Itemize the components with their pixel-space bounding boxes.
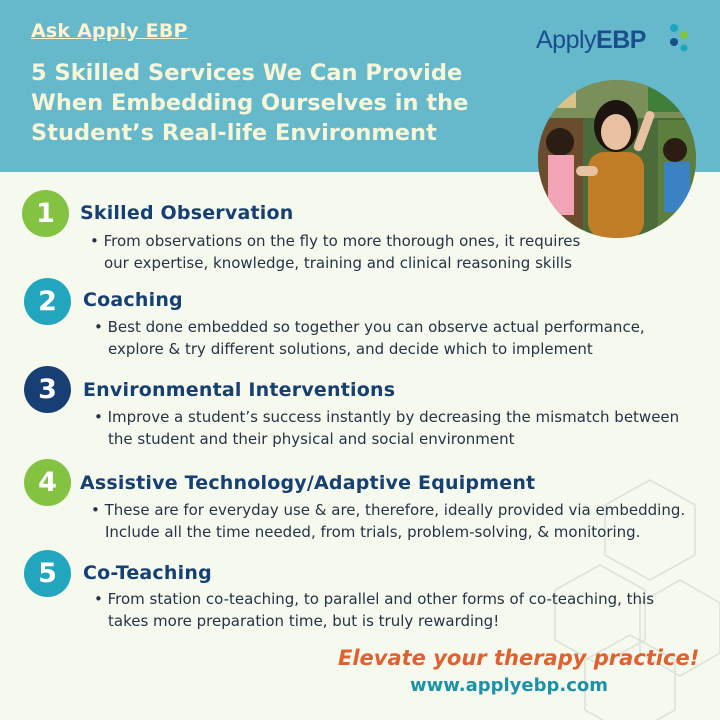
logo-text-light: Apply <box>536 26 597 54</box>
service-description <box>90 230 690 274</box>
logo-text-bold: EBP <box>596 26 646 54</box>
service-title: Assistive Technology/Adaptive Equipment <box>80 472 536 494</box>
website-link[interactable]: www.applyebp.com <box>410 675 608 696</box>
number-badge: 5 <box>24 550 71 597</box>
service-title: Skilled Observation <box>80 202 294 224</box>
number-badge: 3 <box>24 366 71 413</box>
number-badge: 4 <box>24 459 71 506</box>
description-line: takes more preparation time, but is truly rewarding! <box>108 612 500 630</box>
service-title: Co-Teaching <box>83 562 212 584</box>
service-description <box>91 499 691 543</box>
description-line: our expertise, knowledge, training and clinical reasoning skills <box>104 254 572 272</box>
description-line: • These are for everyday use & are, therefore, ideally provided via embedding. <box>91 501 686 519</box>
service-title: Environmental Interventions <box>83 379 396 401</box>
classroom-photo <box>538 80 696 238</box>
description-line: the student and their physical and social environment <box>108 430 515 448</box>
service-description <box>94 406 694 450</box>
description-line: • From station co-teaching, to parallel and other forms of co-teaching, this <box>94 590 655 608</box>
series-label: Ask Apply EBP <box>31 20 188 42</box>
applyebp-logo <box>536 26 646 55</box>
tagline: Elevate your therapy practice! <box>338 646 700 670</box>
description-line: Include all the time needed, from trials, problem-solving, & monitoring. <box>105 523 641 541</box>
page-title: 5 Skilled Services We Can Provide When Embedding Ourselves in the Student’s Real-life Environment <box>31 60 469 146</box>
description-line: • From observations on the fly to more thorough ones, it requires <box>90 232 581 250</box>
number-badge: 1 <box>22 190 69 237</box>
number-badge: 2 <box>24 278 71 325</box>
description-line: • Improve a student’s success instantly by decreasing the mismatch between <box>94 408 680 426</box>
service-description <box>94 588 694 632</box>
description-line: • Best done embedded so together you can observe actual performance, <box>94 318 645 336</box>
description-line: explore & try different solutions, and decide which to implement <box>108 340 593 358</box>
service-title: Coaching <box>83 289 183 311</box>
logo-dots-icon <box>668 22 692 52</box>
service-description <box>94 316 694 360</box>
